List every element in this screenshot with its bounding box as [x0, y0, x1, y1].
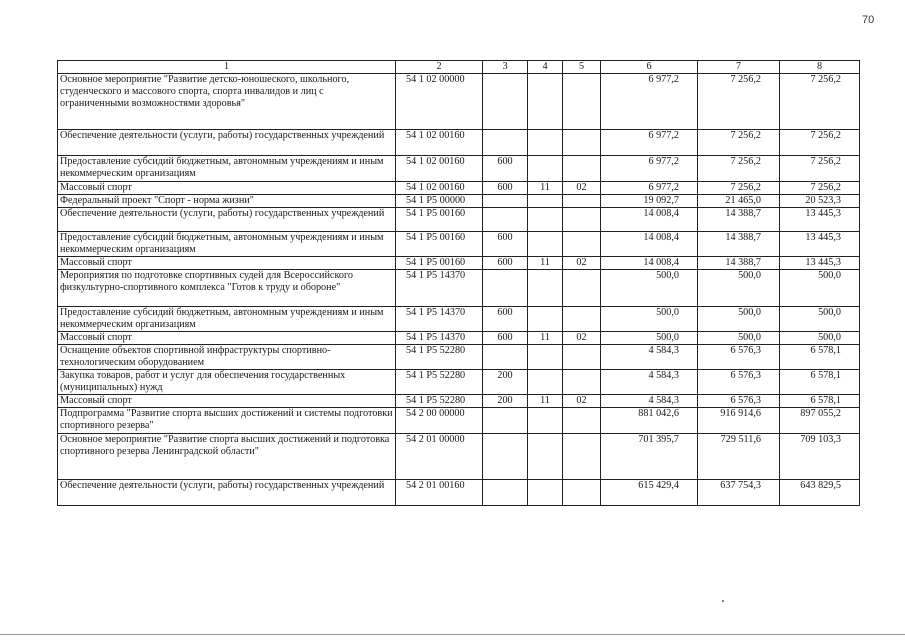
cell-v8: 7 256,2	[780, 156, 860, 182]
cell-code: 54 1 02 00160	[396, 130, 483, 156]
table-row	[58, 434, 860, 480]
cell-name: Предоставление субсидий бюджетным, автономным учреждениям и иным некоммерческим организациям	[58, 307, 396, 332]
cell-c4	[528, 370, 563, 395]
cell-v6: 881 042,6	[601, 408, 698, 434]
cell-code: 54 1 P5 14370	[396, 307, 483, 332]
cell-v6: 615 429,4	[601, 480, 698, 506]
table-row	[58, 395, 860, 408]
cell-code: 54 1 P5 14370	[396, 332, 483, 345]
cell-c3: 600	[483, 307, 528, 332]
cell-name: Предоставление субсидий бюджетным, автономным учреждениям и иным некоммерческим организациям	[58, 232, 396, 257]
cell-v7: 637 754,3	[698, 480, 780, 506]
header-cell: 8	[780, 61, 860, 74]
cell-v8: 13 445,3	[780, 257, 860, 270]
cell-name: Массовый спорт	[58, 332, 396, 345]
cell-v7: 14 388,7	[698, 257, 780, 270]
table-row	[58, 208, 860, 232]
cell-c4: 11	[528, 332, 563, 345]
cell-c5	[563, 156, 601, 182]
cell-c4: 11	[528, 395, 563, 408]
cell-v6: 701 395,7	[601, 434, 698, 480]
cell-code: 54 1 P5 00000	[396, 195, 483, 208]
cell-v6: 14 008,4	[601, 257, 698, 270]
table-row	[58, 232, 860, 257]
header-cell: 3	[483, 61, 528, 74]
cell-c3	[483, 480, 528, 506]
cell-v8: 7 256,2	[780, 182, 860, 195]
cell-c3: 600	[483, 182, 528, 195]
header-cell: 6	[601, 61, 698, 74]
cell-c5	[563, 270, 601, 307]
cell-c5	[563, 345, 601, 370]
cell-code: 54 2 00 00000	[396, 408, 483, 434]
cell-v7: 14 388,7	[698, 208, 780, 232]
cell-v6: 14 008,4	[601, 232, 698, 257]
cell-c3	[483, 434, 528, 480]
cell-c3: 200	[483, 370, 528, 395]
cell-code: 54 1 02 00160	[396, 156, 483, 182]
cell-c5	[563, 307, 601, 332]
cell-c5: 02	[563, 395, 601, 408]
cell-v7: 6 576,3	[698, 370, 780, 395]
cell-v8: 13 445,3	[780, 232, 860, 257]
cell-name: Основное мероприятие "Развитие детско-юношеского, школьного, студенческого и массового спорта, спорта инвалидов и лиц с ограниченными возможностями здоровья"	[58, 74, 396, 130]
header-row	[58, 61, 860, 74]
cell-v7: 7 256,2	[698, 156, 780, 182]
cell-v6: 500,0	[601, 307, 698, 332]
cell-c5	[563, 370, 601, 395]
cell-v6: 14 008,4	[601, 208, 698, 232]
cell-c4	[528, 208, 563, 232]
cell-c4	[528, 408, 563, 434]
cell-c4	[528, 480, 563, 506]
cell-name: Массовый спорт	[58, 395, 396, 408]
table-row	[58, 370, 860, 395]
header-cell: 1	[58, 61, 396, 74]
cell-c3	[483, 195, 528, 208]
cell-v7: 6 576,3	[698, 345, 780, 370]
cell-code: 54 1 02 00160	[396, 182, 483, 195]
cell-v6: 6 977,2	[601, 74, 698, 130]
cell-c4: 11	[528, 182, 563, 195]
cell-c3	[483, 130, 528, 156]
budget-table	[57, 60, 860, 506]
cell-c3: 200	[483, 395, 528, 408]
table-row	[58, 156, 860, 182]
table-row	[58, 332, 860, 345]
cell-c5	[563, 195, 601, 208]
cell-c3: 600	[483, 257, 528, 270]
cell-v8: 500,0	[780, 307, 860, 332]
cell-name: Основное мероприятие "Развитие спорта высших достижений и подготовка спортивного резерва Ленинградской области"	[58, 434, 396, 480]
scan-speck	[722, 600, 724, 602]
cell-c3	[483, 408, 528, 434]
cell-v7: 7 256,2	[698, 130, 780, 156]
cell-c5	[563, 74, 601, 130]
cell-code: 54 2 01 00160	[396, 480, 483, 506]
cell-c5	[563, 408, 601, 434]
cell-v7: 729 511,6	[698, 434, 780, 480]
table-row	[58, 130, 860, 156]
cell-c5	[563, 208, 601, 232]
cell-c4	[528, 232, 563, 257]
header-cell: 7	[698, 61, 780, 74]
cell-c3	[483, 74, 528, 130]
table-row	[58, 480, 860, 506]
cell-c5	[563, 232, 601, 257]
cell-c4: 11	[528, 257, 563, 270]
header-cell: 5	[563, 61, 601, 74]
cell-v8: 13 445,3	[780, 208, 860, 232]
header-cell: 2	[396, 61, 483, 74]
cell-name: Обеспечение деятельности (услуги, работы) государственных учреждений	[58, 208, 396, 232]
cell-c4	[528, 195, 563, 208]
cell-c5: 02	[563, 332, 601, 345]
cell-c3	[483, 345, 528, 370]
cell-v6: 4 584,3	[601, 395, 698, 408]
cell-name: Федеральный проект "Спорт - норма жизни"	[58, 195, 396, 208]
table-row	[58, 408, 860, 434]
table-row	[58, 307, 860, 332]
cell-v8: 709 103,3	[780, 434, 860, 480]
cell-v8: 20 523,3	[780, 195, 860, 208]
cell-v6: 4 584,3	[601, 370, 698, 395]
cell-v6: 4 584,3	[601, 345, 698, 370]
cell-name: Массовый спорт	[58, 182, 396, 195]
cell-name: Подпрограмма "Развитие спорта высших достижений и системы подготовки спортивного резерва"	[58, 408, 396, 434]
cell-v7: 6 576,3	[698, 395, 780, 408]
cell-v7: 21 465,0	[698, 195, 780, 208]
cell-name: Обеспечение деятельности (услуги, работы) государственных учреждений	[58, 130, 396, 156]
cell-code: 54 1 P5 52280	[396, 370, 483, 395]
table-row	[58, 74, 860, 130]
cell-code: 54 1 P5 00160	[396, 232, 483, 257]
cell-c3	[483, 270, 528, 307]
cell-c3	[483, 208, 528, 232]
cell-code: 54 1 P5 52280	[396, 395, 483, 408]
table-row	[58, 345, 860, 370]
cell-c4	[528, 74, 563, 130]
cell-c4	[528, 434, 563, 480]
cell-c5: 02	[563, 257, 601, 270]
cell-c5	[563, 480, 601, 506]
cell-v7: 14 388,7	[698, 232, 780, 257]
cell-v8: 6 578,1	[780, 345, 860, 370]
cell-v7: 916 914,6	[698, 408, 780, 434]
table-row	[58, 257, 860, 270]
cell-c5: 02	[563, 182, 601, 195]
cell-code: 54 1 P5 00160	[396, 257, 483, 270]
cell-v8: 7 256,2	[780, 130, 860, 156]
header-cell: 4	[528, 61, 563, 74]
cell-code: 54 1 P5 52280	[396, 345, 483, 370]
cell-code: 54 2 01 00000	[396, 434, 483, 480]
cell-code: 54 1 P5 00160	[396, 208, 483, 232]
cell-v8: 7 256,2	[780, 74, 860, 130]
cell-v6: 6 977,2	[601, 156, 698, 182]
cell-v8: 6 578,1	[780, 370, 860, 395]
cell-name: Мероприятия по подготовке спортивных судей для Всероссийского физкультурно-спортивного комплекса "Готов к труду и обороне"	[58, 270, 396, 307]
cell-v7: 500,0	[698, 307, 780, 332]
cell-c3: 600	[483, 232, 528, 257]
cell-c4	[528, 156, 563, 182]
cell-name: Обеспечение деятельности (услуги, работы) государственных учреждений	[58, 480, 396, 506]
cell-code: 54 1 P5 14370	[396, 270, 483, 307]
table-row	[58, 195, 860, 208]
cell-c4	[528, 130, 563, 156]
cell-name: Оснащение объектов спортивной инфраструктуры спортивно-технологическим оборудованием	[58, 345, 396, 370]
cell-v6: 500,0	[601, 332, 698, 345]
cell-name: Предоставление субсидий бюджетным, автономным учреждениям и иным некоммерческим организациям	[58, 156, 396, 182]
table-row	[58, 182, 860, 195]
cell-c3: 600	[483, 332, 528, 345]
cell-v7: 500,0	[698, 270, 780, 307]
cell-v6: 500,0	[601, 270, 698, 307]
cell-v7: 7 256,2	[698, 74, 780, 130]
cell-v7: 500,0	[698, 332, 780, 345]
cell-c4	[528, 345, 563, 370]
cell-v6: 19 092,7	[601, 195, 698, 208]
cell-v8: 6 578,1	[780, 395, 860, 408]
cell-v7: 7 256,2	[698, 182, 780, 195]
cell-c5	[563, 434, 601, 480]
table-row	[58, 270, 860, 307]
page-bottom-edge	[0, 634, 905, 635]
cell-c4	[528, 307, 563, 332]
cell-c3: 600	[483, 156, 528, 182]
cell-v6: 6 977,2	[601, 130, 698, 156]
cell-code: 54 1 02 00000	[396, 74, 483, 130]
cell-v8: 500,0	[780, 270, 860, 307]
cell-v8: 500,0	[780, 332, 860, 345]
cell-c4	[528, 270, 563, 307]
page-number: 70	[862, 14, 875, 26]
cell-name: Закупка товаров, работ и услуг для обеспечения государственных (муниципальных) нужд	[58, 370, 396, 395]
cell-c5	[563, 130, 601, 156]
cell-name: Массовый спорт	[58, 257, 396, 270]
cell-v8: 897 055,2	[780, 408, 860, 434]
cell-v8: 643 829,5	[780, 480, 860, 506]
cell-v6: 6 977,2	[601, 182, 698, 195]
